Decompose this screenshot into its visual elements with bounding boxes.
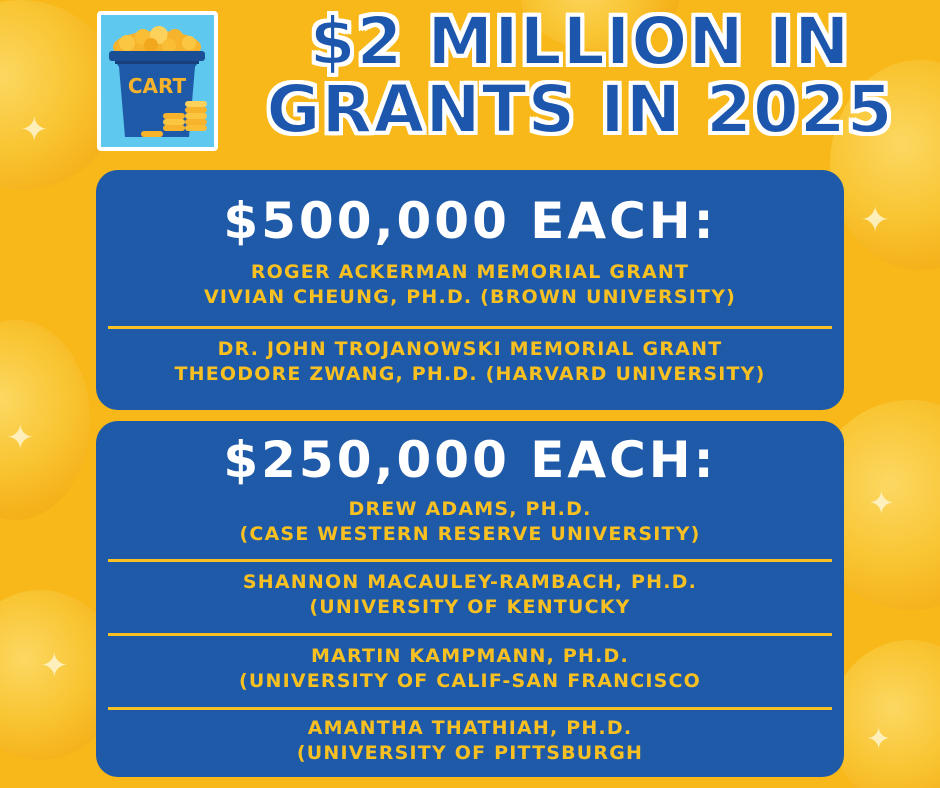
grant-entry [96, 329, 844, 401]
cart-bucket-with-coins-icon [101, 15, 214, 147]
grant-entry [96, 562, 844, 633]
grant-entry [96, 254, 844, 326]
grant-recipient: SHANNON MACAULEY-RAMBACH, PH.D. [242, 571, 698, 593]
sparkle-icon: ✦ [6, 418, 35, 458]
grant-recipient: MARTIN KAMPMANN, PH.D. [311, 645, 629, 667]
grant-institution: (UNIVERSITY OF PITTSBURGH [296, 742, 644, 764]
grant-recipient: VIVIAN CHEUNG, PH.D. (BROWN UNIVERSITY) [203, 286, 737, 308]
grant-institution: (UNIVERSITY OF CALIF-SAN FRANCISCO [238, 670, 702, 692]
tier-250k-panel [96, 421, 844, 777]
grant-recipient: DREW ADAMS, PH.D. [348, 498, 592, 520]
tier-500k-heading: $500,000 EACH: [223, 192, 717, 250]
background-coin [830, 640, 940, 788]
sparkle-icon: ✦ [866, 722, 892, 757]
grant-recipient: AMANTHA THATHIAH, PH.D. [307, 717, 633, 739]
tier-250k-heading: $250,000 EACH: [223, 431, 717, 489]
logo-label: CART [127, 74, 187, 98]
sparkle-icon: ✦ [868, 484, 895, 522]
grant-institution: (UNIVERSITY OF KENTUCKY [309, 596, 631, 618]
grant-entry [96, 636, 844, 707]
headline-line-2: GRANTS IN 2025 [266, 71, 894, 148]
grant-institution: (CASE WESTERN RESERVE UNIVERSITY) [239, 523, 701, 545]
sparkle-icon: ✦ [20, 110, 49, 150]
grant-recipient: THEODORE ZWANG, PH.D. (HARVARD UNIVERSITY) [174, 363, 766, 385]
page-title [240, 3, 920, 148]
tier-500k-panel [96, 170, 844, 410]
grant-entry [96, 497, 844, 559]
cart-logo [97, 11, 218, 151]
sparkle-icon: ✦ [860, 200, 891, 241]
headline-line-1: $2 MILLION IN [309, 3, 851, 80]
grant-title: DR. JOHN TROJANOWSKI MEMORIAL GRANT [217, 338, 723, 360]
grant-title: ROGER ACKERMAN MEMORIAL GRANT [250, 261, 690, 283]
sparkle-icon: ✦ [40, 646, 69, 686]
grant-entry [96, 710, 844, 780]
